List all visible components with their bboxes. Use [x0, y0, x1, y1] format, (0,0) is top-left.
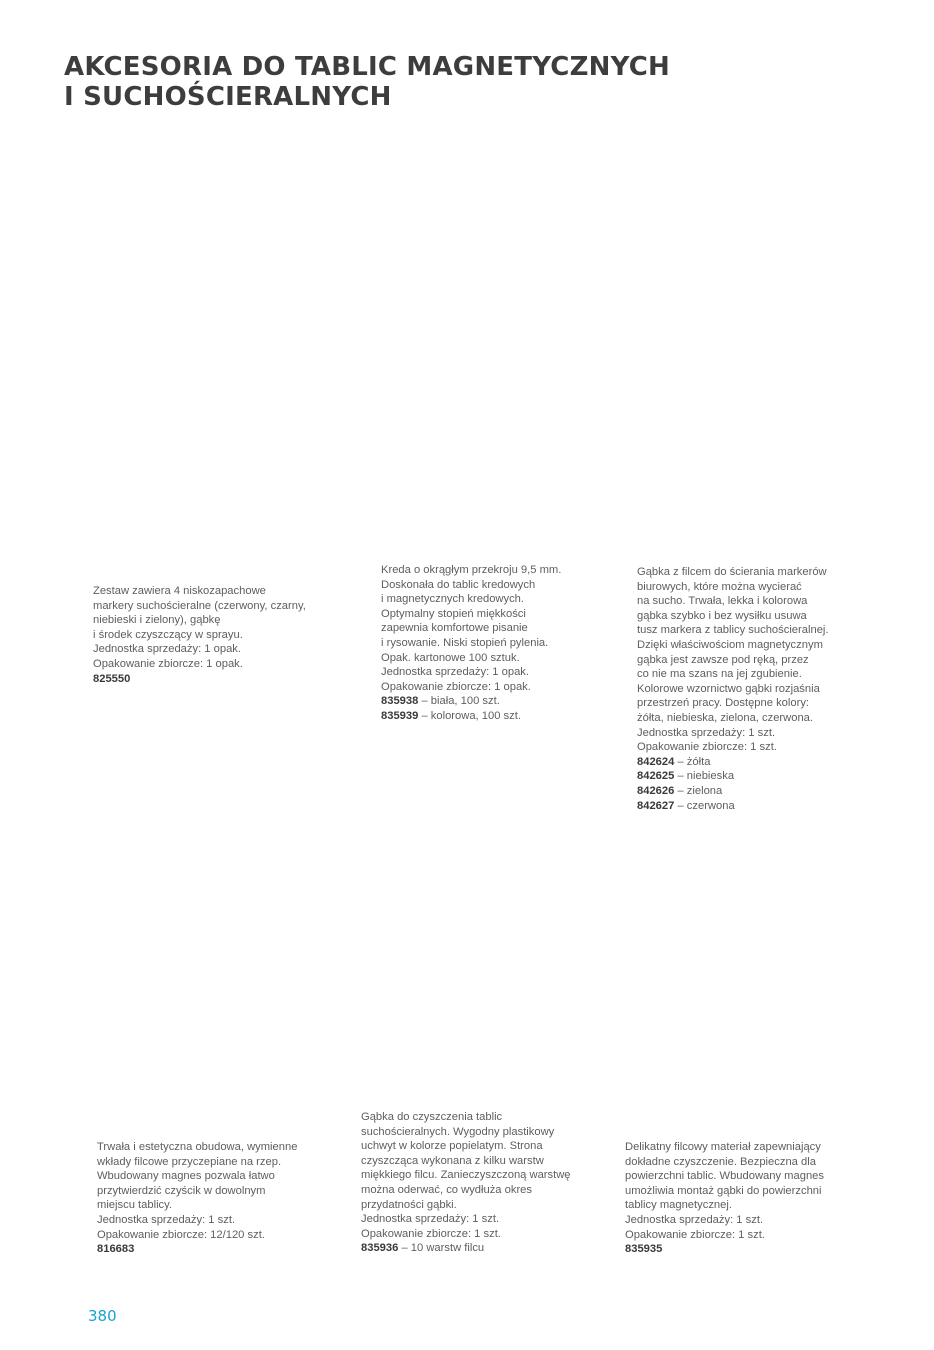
- product-description-line: niebieski i zielony), gąbkę: [93, 614, 221, 627]
- page-title-line-2: I SUCHOŚCIERALNYCH: [64, 82, 392, 112]
- product-code: 835938: [381, 695, 419, 708]
- product-description-line: Opakowanie zbiorcze: 1 szt.: [637, 741, 777, 754]
- product-code: 825550: [93, 672, 131, 685]
- product-code-row: [361, 1241, 571, 1256]
- product-code: 842625: [637, 770, 675, 783]
- product-variant-description: – czerwona: [674, 799, 735, 812]
- product-description-line: powierzchni tablic. Wbudowany magnes: [625, 1170, 824, 1183]
- product-description-line: czyszcząca wykonana z kilku warstw: [361, 1154, 544, 1167]
- page-title-line-1: AKCESORIA DO TABLIC MAGNETYCZNYCH: [64, 52, 670, 82]
- product-description-line: miękkiego filcu. Zanieczyszczoną warstwę: [361, 1169, 571, 1182]
- product-description-line: przytwierdzić czyścik w dowolnym: [97, 1184, 266, 1197]
- product-variant-description: – niebieska: [674, 770, 735, 783]
- product-description-line: Trwała i estetyczna obudowa, wymienne: [97, 1141, 298, 1153]
- product-code: 835936: [361, 1242, 399, 1255]
- product-variant-description: – 10 warstw filcu: [398, 1242, 485, 1255]
- product-code-row: [97, 1242, 297, 1257]
- product-description-line: gąbka szybko i bez wysiłku usuwa: [637, 609, 807, 622]
- product-code-row: [637, 799, 829, 814]
- product-description-line: dokładne czyszczenie. Bezpieczna dla: [625, 1155, 816, 1168]
- product-description-line: Kolorowe wzornictwo gąbki rozjaśnia: [637, 682, 820, 695]
- product-description-line: Jednostka sprzedaży: 1 szt.: [637, 726, 776, 739]
- product-block-chalk: [381, 563, 561, 724]
- product-block-markers-set: [93, 584, 306, 686]
- product-code-row: [637, 769, 829, 784]
- product-code-row: [381, 694, 561, 709]
- product-description-line: Doskonała do tablic kredowych: [381, 578, 536, 591]
- product-description-line: zapewnia komfortowe pisanie: [381, 622, 528, 635]
- product-description-line: Zestaw zawiera 4 niskozapachowe: [93, 585, 266, 597]
- product-code: 842624: [637, 755, 675, 768]
- product-description-line: umożliwia montaż gąbki do powierzchni: [625, 1184, 822, 1197]
- product-block-cleaner-with-felt-refills: [97, 1140, 297, 1257]
- product-variant-description: – żółta: [674, 755, 711, 768]
- product-description-line: Jednostka sprzedaży: 1 opak.: [381, 666, 530, 679]
- product-description-line: Gąbka z filcem do ścierania markerów: [637, 566, 827, 578]
- page-title: [64, 52, 670, 112]
- product-code-row: [625, 1242, 824, 1257]
- product-description-line: Jednostka sprzedaży: 1 szt.: [625, 1213, 764, 1226]
- product-description-line: na sucho. Trwała, lekka i kolorowa: [637, 595, 808, 608]
- product-description-line: i rysowanie. Niski stopień pylenia.: [381, 636, 549, 649]
- product-description-line: tusz markera z tablicy suchościeralnej.: [637, 624, 829, 637]
- product-description-line: i środek czyszczący w sprayu.: [93, 628, 243, 641]
- product-variant-description: – biała, 100 szt.: [418, 695, 500, 708]
- product-description-line: Gąbka do czyszczenia tablic: [361, 1111, 503, 1123]
- product-description-line: żółta, niebieska, zielona, czerwona.: [637, 711, 813, 724]
- product-code-row: [637, 784, 829, 799]
- product-description-line: uchwyt w kolorze popielatym. Strona: [361, 1140, 543, 1153]
- product-description-line: Opakowanie zbiorcze: 1 opak.: [93, 657, 243, 670]
- product-description-line: tablicy magnetycznej.: [625, 1199, 732, 1212]
- product-code: 842627: [637, 799, 675, 812]
- product-description-line: wkłady filcowe przyczepiane na rzep.: [97, 1155, 282, 1168]
- product-block-felt-sponge: [625, 1140, 824, 1257]
- page-number: 380: [88, 1307, 117, 1325]
- product-code: 835935: [625, 1243, 663, 1256]
- product-description-line: Jednostka sprzedaży: 1 szt.: [97, 1213, 236, 1226]
- product-description-line: Jednostka sprzedaży: 1 szt.: [361, 1213, 500, 1226]
- product-description-line: przydatności gąbki.: [361, 1198, 457, 1211]
- product-description-line: Opak. kartonowe 100 sztuk.: [381, 651, 520, 664]
- product-code: 816683: [97, 1243, 135, 1256]
- product-description-line: można oderwać, co wydłuża okres: [361, 1183, 532, 1196]
- product-description-line: przestrzeń pracy. Dostępne kolory:: [637, 697, 810, 710]
- product-description-line: i magnetycznych kredowych.: [381, 593, 525, 606]
- product-code-row: [637, 755, 829, 770]
- product-description-line: biurowych, które można wycierać: [637, 580, 802, 593]
- product-block-layered-felt-sponge: [361, 1110, 571, 1256]
- product-code: 835939: [381, 709, 419, 722]
- product-code: 842626: [637, 784, 675, 797]
- product-description-line: Opakowanie zbiorcze: 12/120 szt.: [97, 1228, 265, 1241]
- product-description-line: Jednostka sprzedaży: 1 opak.: [93, 643, 242, 656]
- product-description-line: markery suchościeralne (czerwony, czarny,: [93, 599, 306, 612]
- product-description-line: Wbudowany magnes pozwala łatwo: [97, 1170, 275, 1183]
- product-description-line: Opakowanie zbiorcze: 1 szt.: [625, 1228, 765, 1241]
- product-code-row: [93, 672, 306, 687]
- product-description-line: Kreda o okrągłym przekroju 9,5 mm.: [381, 564, 562, 576]
- product-code-row: [381, 709, 561, 724]
- product-description-line: Optymalny stopień miękkości: [381, 607, 526, 620]
- product-description-line: Dzięki właściwościom magnetycznym: [637, 638, 823, 651]
- product-description-line: miejscu tablicy.: [97, 1199, 173, 1212]
- product-description-line: co nie ma szans na jej zgubienie.: [637, 668, 802, 681]
- product-variant-description: – kolorowa, 100 szt.: [418, 709, 521, 722]
- product-block-magnetic-sponge-colors: [637, 565, 829, 813]
- product-description-line: suchościeralnych. Wygodny plastikowy: [361, 1125, 555, 1138]
- product-description-line: Opakowanie zbiorcze: 1 opak.: [381, 680, 531, 693]
- product-description-line: gąbka jest zawsze pod ręką, przez: [637, 653, 809, 666]
- product-description-line: Delikatny filcowy materiał zapewniający: [625, 1141, 821, 1153]
- product-description-line: Opakowanie zbiorcze: 1 szt.: [361, 1227, 501, 1240]
- product-variant-description: – zielona: [674, 784, 723, 797]
